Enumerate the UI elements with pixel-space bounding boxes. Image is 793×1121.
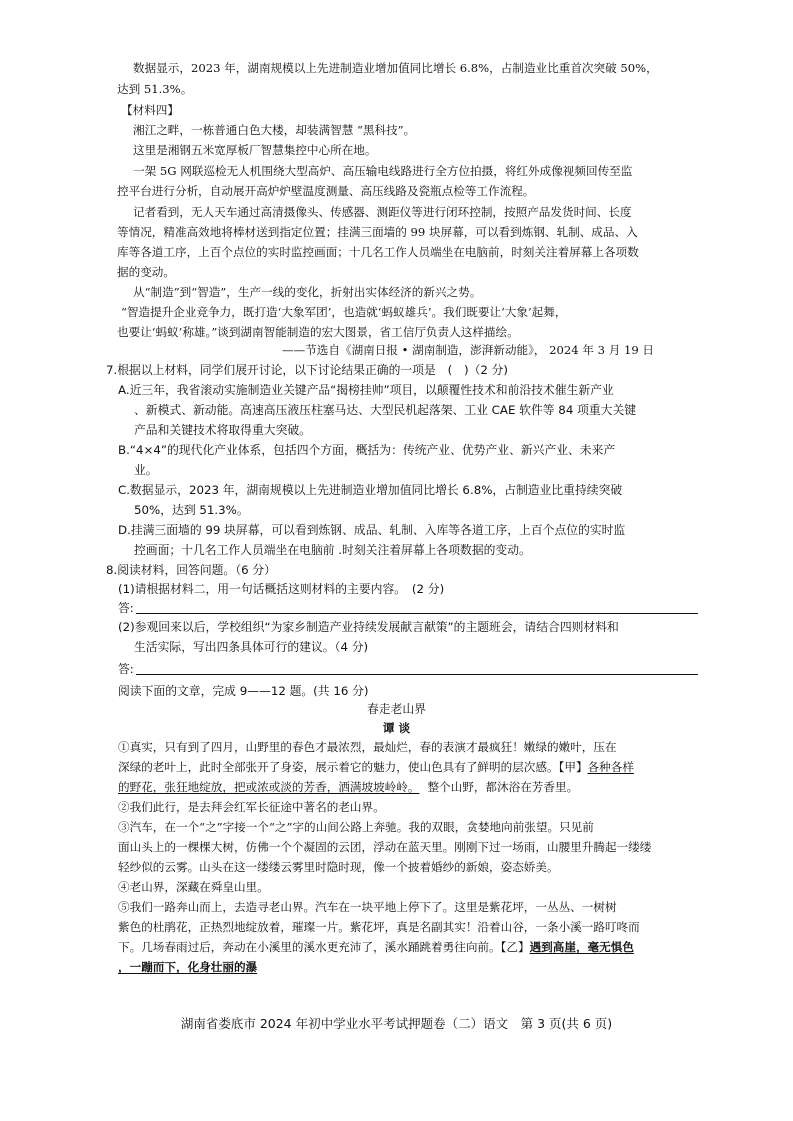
material4-p4-l3: 库等各道工序，上百个点位的实时监控画面；十几名工作人员端坐在电脑前，时刻关注着屏幕上各项数 bbox=[117, 245, 639, 259]
passage-p5-l3 bbox=[118, 939, 634, 955]
passage-underline-jia-start: 各种各样 bbox=[587, 760, 634, 774]
passage-title: 春走老山界 bbox=[367, 702, 426, 716]
q8-sub2-l1: (2)参观回来以后，学校组织“为家乡制造产业持续发展献言献策”的主题班会，请结合四则材料和 bbox=[118, 620, 619, 634]
passage-p5-l3-text: 下。几场春雨过后，奔动在小溪里的溪水更充沛了，溪水踊跳着勇往向前。【乙】 bbox=[118, 940, 530, 954]
material4-header: 【材料四】 bbox=[121, 103, 179, 117]
passage-p5-l4 bbox=[118, 959, 257, 975]
q8-sub1: (1)请根据材料二，用一句话概括这则材料的主要内容。 (2 分) bbox=[118, 582, 445, 596]
passage-p1-l2-text: 深绿的老叶上，此时全部张开了身姿，展示着它的魅力，使山色具有了鲜明的层次感。【甲】 bbox=[118, 760, 588, 774]
material4-p4-l1: 记者看到，无人天车通过高清摄像头、传感器、测距仪等进行闭环控制，按照产品发货时间、长度 bbox=[133, 205, 632, 219]
material4-source: ——节选自《湖南日报 • 湖南制造，澎湃新动能》， 2024 年 3 月 19 日 bbox=[282, 343, 655, 357]
passage-p1-l2 bbox=[118, 759, 634, 775]
material3-line-2: 达到 51.3%。 bbox=[117, 82, 193, 96]
passage-p1-l3-text: 整个山野，都沐浴在芳香里。 bbox=[427, 780, 579, 794]
q7-option-d-l2: 控画面；十几名工作人员端坐在电脑前 .时刻关注着屏幕上各项数据的变动。 bbox=[134, 543, 531, 557]
q7-option-c-l2: 50%，达到 51.3%。 bbox=[134, 503, 249, 517]
material4-p6-l1: “智造提升企业竞争力，既打造‘大象军团’，也造就‘蚂蚁雄兵’。我们既要让‘大象’起舞， bbox=[121, 305, 567, 319]
passage-p5-l2: 紫色的杜鹃花，正热烈地绽放着，璀璨一片。紫花坪，真是名副其实！沿着山谷，一条小溪一路叮咚而 bbox=[118, 920, 640, 934]
passage-p3-l2: 面山头上的一棵棵大树，仿佛一个个凝固的云团，浮动在蓝天里。刚刚下过一场雨，山腰里升腾起一缕缕 bbox=[118, 840, 652, 854]
passage-author: 谭 谈 bbox=[382, 721, 411, 735]
passage-p5-l1: ⑤我们一路奔山而上，去造寻老山界。汽车在一块平地上停下了。这里是紫花坪，一丛丛、一树树 bbox=[118, 900, 617, 914]
q7-option-b-l2: 业。 bbox=[134, 463, 158, 477]
material4-p2: 这里是湘钢五米宽厚板厂智慧集控中心所在地。 bbox=[133, 143, 377, 157]
material4-p4-l4: 据的变动。 bbox=[117, 265, 175, 279]
q8-answer-line-1[interactable] bbox=[136, 613, 698, 614]
q8-sub2-l2: 生活实际，写出四条具体可行的建议。（4 分) bbox=[134, 640, 369, 654]
passage-p1-l3 bbox=[118, 779, 578, 795]
material4-p6-l2: 也要让‘蚂蚁’称雄。”谈到湖南智能制造的宏大图景，省工信厅负责人这样描绘。 bbox=[117, 325, 519, 339]
material4-p1: 湘江之畔，一栋普通白色大楼，却装满智慧 “黑科技”。 bbox=[133, 123, 416, 137]
q7-stem: 7.根据以上材料，同学们展开讨论，以下讨论结果正确的一项是 ( )（2 分) bbox=[106, 363, 509, 377]
q8-answer-line-2[interactable] bbox=[136, 674, 698, 675]
passage-underline-yi-start: 遇到高崖，毫无惧色 bbox=[529, 940, 634, 954]
q7-option-d-l1: D.挂满三面墙的 99 块屏幕，可以看到炼钢、成品、轧制、入库等各道工序，上百个点位的实时监 bbox=[118, 523, 626, 537]
reading-intro: 阅读下面的文章，完成 9——12 题。(共 16 分) bbox=[118, 684, 369, 698]
passage-p3-l1: ③汽车，在一个“之”字接一个“之”字的山间公路上奔驰。我的双眼，贪婪地向前张望。只见前 bbox=[118, 820, 594, 834]
passage-p2: ②我们此行，是去拜会红军长征途中著名的老山界。 bbox=[118, 800, 385, 814]
passage-underline-jia-end: 的野花，张狂地绽放，把或浓或淡的芳香，洒满坡坡岭岭。 bbox=[118, 780, 420, 794]
passage-p3-l3: 轻纱似的云雾。山头在这一缕缕云雾里时隐时现，像一个披着婚纱的新娘，姿态娇美。 bbox=[118, 860, 559, 874]
q8-stem: 8.阅读材料，回答问题。（6 分） bbox=[106, 563, 276, 577]
material4-p3-l2: 控平台进行分析，自动展开高炉炉壁温度测量、高压线路及瓷瓶点检等工作流程。 bbox=[117, 184, 535, 198]
q7-option-a-l2: 、新模式、新动能。高速高压液压柱塞马达、大型民机起落架、工业 CAE 软件等 84 项重大关键 bbox=[134, 403, 637, 417]
material4-p3-l1: 一架 5G 网联巡检无人机围绕大型高炉、高压输电线路进行全方位拍摄，将红外成像视频回传至监 bbox=[133, 164, 633, 178]
q8-answer-label-2: 答: bbox=[118, 662, 134, 676]
page-footer: 湖南省娄底市 2024 年初中学业水平考试押题卷（二）语文 第 3 页(共 6 页) bbox=[180, 1016, 613, 1031]
q8-answer-label-1: 答: bbox=[118, 601, 134, 615]
passage-p4: ④老山界，深藏在舜皇山里。 bbox=[118, 880, 269, 894]
passage-underline-yi-end: ，一蹦而下，化身壮丽的瀑 bbox=[118, 960, 258, 974]
material4-p4-l2: 等情况，精准高效地将棒材送到指定位置；挂满三面墙的 99 块屏幕，可以看到炼钢、轧制、成品、入 bbox=[117, 225, 638, 239]
material4-p5: 从“制造”到“智造”，生产一线的变化，折射出实体经济的新兴之势。 bbox=[133, 285, 482, 299]
passage-p1-l1: ①真实，只有到了四月，山野里的春色才最浓烈，最灿烂，春的表演才最疯狂！嫩绿的嫩叶，压在 bbox=[118, 740, 617, 754]
q7-option-b-l1: B.“4×4”的现代化产业体系，包括四个方面，概括为：传统产业、优势产业、新兴产业、未来产 bbox=[118, 443, 616, 457]
q7-option-a-l3: 产品和关键技术将取得重大突破。 bbox=[134, 423, 311, 437]
q7-option-c-l1: C.数据显示，2023 年，湖南规模以上先进制造业增加值同比增长 6.8%，占制造业比重持续突破 bbox=[118, 483, 623, 497]
q7-option-a-l1: A.近三年，我省滚动实施制造业关键产品“揭榜挂帅”项目，以颠覆性技术和前沿技术催生新产业 bbox=[118, 383, 614, 397]
material3-line-1: 数据显示，2023 年，湖南规模以上先进制造业增加值同比增长 6.8%，占制造业比重首次突破 50%， bbox=[133, 61, 658, 75]
